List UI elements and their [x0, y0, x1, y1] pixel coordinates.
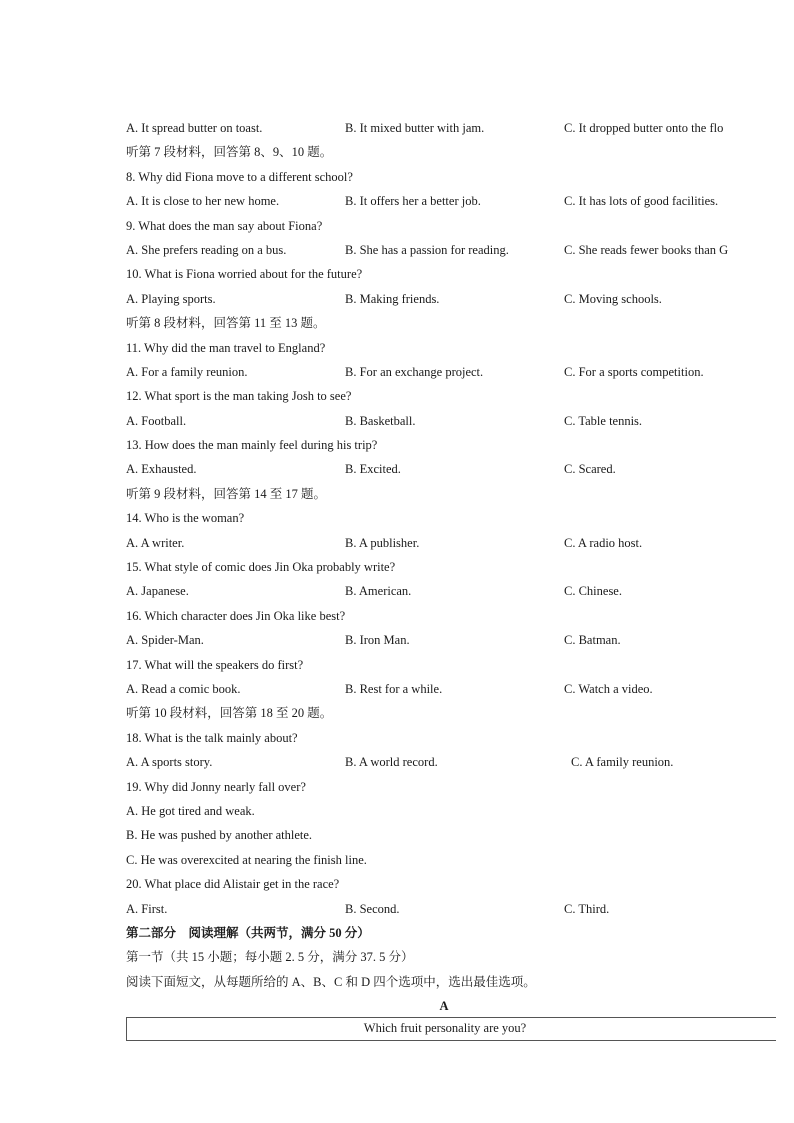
option-row	[126, 189, 738, 213]
option-row	[126, 409, 738, 433]
option-c: C. Chinese.	[564, 584, 622, 599]
option-row	[126, 897, 738, 921]
text-line: 19. Why did Jonny nearly fall over?	[126, 779, 306, 794]
option-row	[126, 287, 738, 311]
text-line: 14. Who is the woman?	[126, 511, 245, 526]
text-line: 第一节（共 15 小题；每小题 2. 5 分，满分 37. 5 分）	[126, 950, 414, 965]
option-row	[126, 579, 738, 603]
option-c: C. Watch a video.	[564, 681, 653, 696]
option-c: C. A radio host.	[564, 535, 643, 550]
option-b: B. It mixed butter with jam.	[345, 121, 485, 135]
text-line: B. He was pushed by another athlete.	[126, 828, 313, 843]
option-b: B. She has a passion for reading.	[345, 242, 509, 257]
table-title: Which fruit personality are you?	[363, 1021, 527, 1035]
option-c: C. She reads fewer books than G	[564, 242, 729, 257]
option-a: A. It is close to her new home.	[126, 194, 280, 209]
text-line: 阅读下面短文，从每题所给的 A、B、C 和 D 四个选项中，选出最佳选项。	[126, 974, 536, 989]
text-line: 16. Which character does Jin Oka like best?	[126, 608, 346, 623]
text-line: 12. What sport is the man taking Josh to see?	[126, 389, 352, 404]
option-b: B. It offers her a better job.	[345, 194, 481, 209]
text-line: A. He got tired and weak.	[126, 803, 255, 818]
option-a: A. It spread butter on toast.	[126, 121, 263, 135]
option-c: C. Scared.	[564, 462, 616, 477]
option-b: B. Iron Man.	[345, 633, 410, 648]
option-b: B. Second.	[345, 901, 400, 916]
option-c: C. Table tennis.	[564, 413, 643, 428]
passage-label: A	[439, 999, 449, 1013]
option-row	[126, 457, 738, 481]
option-a: A. A writer.	[126, 535, 185, 550]
option-b: B. For an exchange project.	[345, 364, 484, 379]
option-b: B. A world record.	[345, 755, 438, 770]
option-a: A. First.	[126, 901, 168, 916]
option-c: C. For a sports competition.	[564, 364, 704, 379]
text-line: 20. What place did Alistair get in the race?	[126, 877, 340, 892]
option-c: C. A family reunion.	[571, 755, 674, 770]
text-line: 18. What is the talk mainly about?	[126, 730, 298, 745]
fruit-personality-table	[126, 1017, 776, 1041]
text-line: 13. How does the man mainly feel during his trip?	[126, 438, 378, 453]
text-line: 9. What does the man say about Fiona?	[126, 218, 323, 233]
option-a: A. Spider-Man.	[126, 633, 204, 648]
option-c: C. It dropped butter onto the flo	[564, 121, 724, 135]
option-row	[126, 628, 738, 652]
text-line: 听第 9 段材料，回答第 14 至 17 题。	[126, 486, 327, 501]
text-line: 10. What is Fiona worried about for the future?	[126, 267, 363, 282]
option-a: A. A sports story.	[126, 755, 213, 770]
text-line: 听第 10 段材料，回答第 18 至 20 题。	[126, 706, 333, 721]
text-line: 17. What will the speakers do first?	[126, 657, 304, 672]
text-line: 听第 8 段材料，回答第 11 至 13 题。	[126, 316, 326, 331]
option-row	[126, 360, 738, 384]
option-row	[126, 677, 738, 701]
option-a: A. Football.	[126, 413, 187, 428]
option-row	[126, 750, 738, 774]
option-a: A. Playing sports.	[126, 291, 216, 306]
option-a: A. Japanese.	[126, 584, 189, 599]
text-line: 15. What style of comic does Jin Oka probably write?	[126, 560, 396, 575]
option-c: C. Third.	[564, 901, 610, 916]
option-c: C. Batman.	[564, 633, 621, 648]
text-line: 听第 7 段材料，回答第 8、9、10 题。	[126, 145, 333, 160]
text-line: 8. Why did Fiona move to a different school?	[126, 169, 353, 184]
option-c: C. It has lots of good facilities.	[564, 194, 719, 209]
option-row	[126, 238, 738, 262]
option-a: A. Exhausted.	[126, 462, 197, 477]
option-a: A. Read a comic book.	[126, 681, 241, 696]
option-c: C. Moving schools.	[564, 291, 662, 306]
section-heading: 第二部分 阅读理解（共两节，满分 50 分）	[126, 925, 370, 940]
option-a: A. She prefers reading on a bus.	[126, 242, 287, 257]
option-a: A. For a family reunion.	[126, 364, 248, 379]
option-b: B. Basketball.	[345, 413, 416, 428]
option-row	[126, 116, 738, 140]
text-line: C. He was overexcited at nearing the finish line.	[126, 852, 367, 867]
option-b: B. Excited.	[345, 462, 401, 477]
question-list	[126, 116, 738, 994]
option-b: B. Rest for a while.	[345, 681, 443, 696]
option-b: B. A publisher.	[345, 535, 420, 550]
option-row	[126, 531, 738, 555]
text-line: 11. Why did the man travel to England?	[126, 340, 326, 355]
option-b: B. Making friends.	[345, 291, 440, 306]
option-b: B. American.	[345, 584, 412, 599]
